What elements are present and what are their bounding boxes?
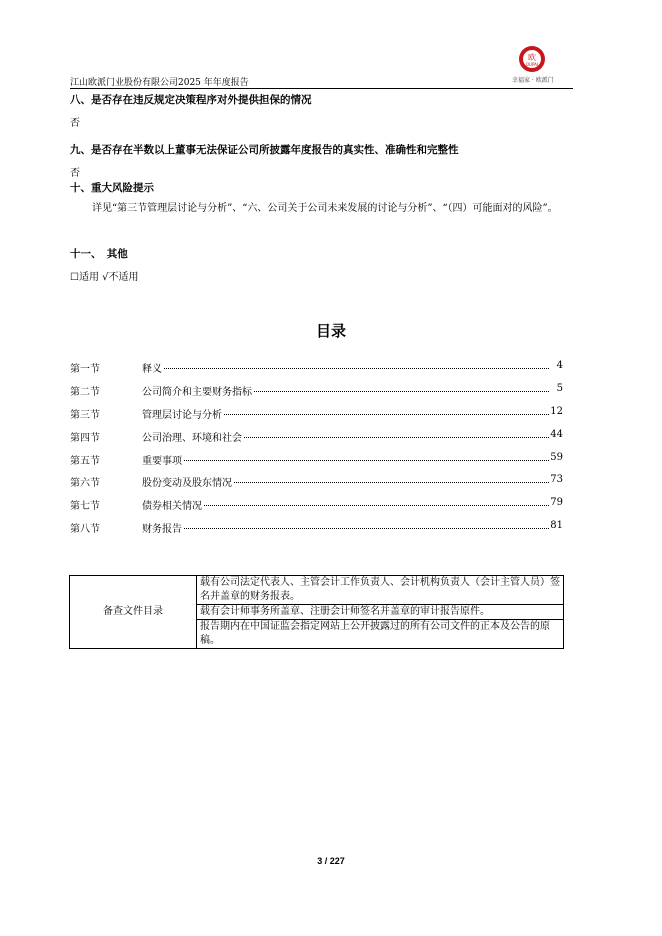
toc-item-title: 财务报告 (142, 520, 183, 535)
reference-files-label: 备查文件目录 (70, 576, 197, 649)
toc-item-number: 第七节 (70, 501, 100, 512)
toc-item-title: 重要事项 (142, 452, 183, 467)
toc-item-title: 公司治理、环境和社会 (142, 429, 243, 444)
toc-item-page: 81 (550, 520, 563, 531)
section-11-heading: 十一、 其他 (70, 248, 128, 260)
toc-item-title: 公司简介和主要财务指标 (142, 383, 253, 398)
reference-file-item: 载有会计师事务所盖章、注册会计师签名并盖章的审计报告原件。 (197, 605, 564, 620)
toc-leader (142, 368, 549, 369)
section-9-answer: 否 (70, 168, 80, 179)
toc-item-number: 第四节 (70, 433, 100, 444)
toc-item[interactable] (70, 406, 563, 420)
toc-item-page: 4 (556, 360, 563, 371)
report-header-title: 江山欧派门业股份有限公司2025 年年度报告 (70, 78, 249, 88)
table-row (70, 576, 564, 605)
toc-leader (142, 528, 549, 529)
toc-item-title: 管理层讨论与分析 (142, 406, 223, 421)
toc-item-number: 第五节 (70, 456, 100, 467)
reference-files-table (69, 575, 564, 649)
toc-item-title: 债券相关情况 (142, 497, 203, 512)
toc-item[interactable] (70, 360, 563, 374)
section-10-heading: 十、重大风险提示 (70, 182, 154, 194)
toc-item-title: 释义 (142, 360, 163, 375)
toc-item[interactable] (70, 474, 563, 488)
toc-item-number: 第一节 (70, 364, 100, 375)
toc-item-number: 第二节 (70, 387, 100, 398)
toc-item-page: 59 (550, 452, 563, 463)
reference-file-item: 载有公司法定代表人、主管会计工作负责人、会计机构负责人（会计主管人员）签名并盖章的财务报表。 (197, 576, 564, 605)
section-10-body: 详见“第三节管理层讨论与分析”、“六、公司关于公司未来发展的讨论与分析”、“（四）可能面对的风险”。 (92, 203, 558, 214)
toc-item[interactable] (70, 452, 563, 466)
section-8-answer: 否 (70, 118, 80, 129)
section-8-heading: 八、是否存在违反规定决策程序对外提供担保的情况 (70, 94, 312, 106)
toc-item-page: 73 (550, 474, 563, 485)
toc-item[interactable] (70, 429, 563, 443)
toc-item-page: 79 (550, 497, 563, 508)
brand-slogan: 幸福家 · 欧派门 (512, 77, 554, 84)
reference-file-item: 报告期内在中国证监会指定网站上公开披露过的所有公司文件的正本及公告的原稿。 (197, 620, 564, 649)
header-divider (70, 88, 573, 89)
toc-leader (142, 460, 549, 461)
toc-item-number: 第六节 (70, 478, 100, 489)
logo-glyph: 欧 (528, 53, 536, 62)
page-number: 3 / 227 (317, 856, 345, 866)
section-11-options: ☐适用 √不适用 (70, 272, 139, 283)
toc-leader (142, 505, 549, 506)
toc-item-title: 股份变动及股东情况 (142, 474, 233, 489)
section-9-heading: 九、是否存在半数以上董事无法保证公司所披露年度报告的真实性、准确性和完整性 (70, 144, 459, 156)
toc-title: 目录 (315, 322, 346, 340)
logo-subtext: OUPAI (525, 62, 539, 67)
toc-item-number: 第八节 (70, 524, 100, 535)
toc-item-number: 第三节 (70, 410, 100, 421)
toc-item-page: 44 (550, 429, 563, 440)
company-logo (518, 45, 546, 73)
toc-item-page: 5 (556, 383, 563, 394)
toc-item-page: 12 (550, 406, 563, 417)
toc-item[interactable] (70, 520, 563, 534)
toc-item[interactable] (70, 497, 563, 511)
toc-item[interactable] (70, 383, 563, 397)
